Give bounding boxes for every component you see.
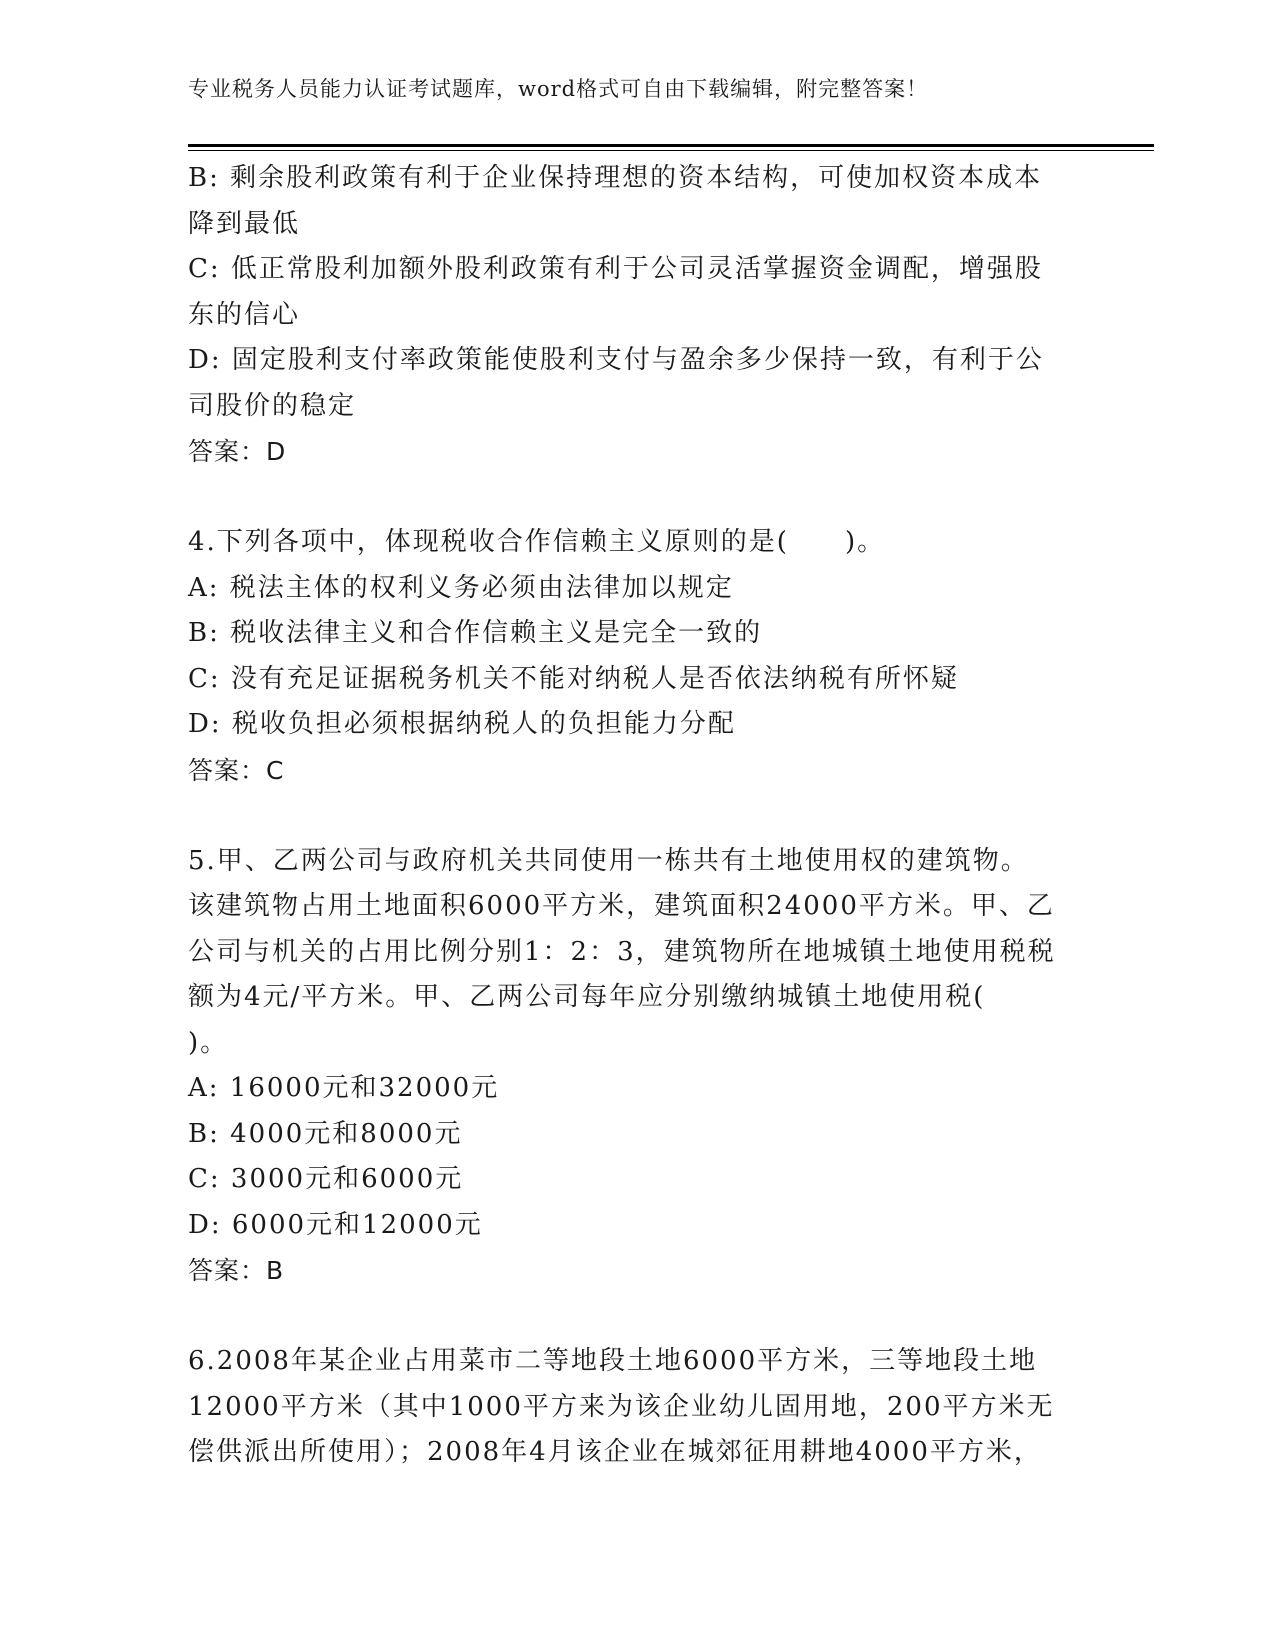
q5-option-a: A: 16000元和32000元 <box>188 1073 500 1103</box>
q4-stem: 4.下列各项中，体现税收合作信赖主义原则的是( )。 <box>188 527 886 557</box>
header-rule-thick <box>188 144 1154 147</box>
header-rule-thin <box>188 150 1154 151</box>
q5-stem-line1: 5.甲、乙两公司与政府机关共同使用一栋共有土地使用权的建筑物。 <box>188 845 1029 876</box>
page-header: 专业税务人员能力认证考试题库，word格式可自由下载编辑，附完整答案！ <box>188 77 929 101</box>
q3-answer: 答案：D <box>188 437 287 466</box>
q5-option-b: B: 4000元和8000元 <box>188 1118 463 1149</box>
q6-stem-line2: 12000平方米（其中1000平方来为该企业幼儿固用地，200平方米无 <box>188 1391 1055 1422</box>
q5-stem-line5: )。 <box>188 1027 229 1058</box>
q4-option-b: B: 税收法律主义和合作信赖主义是完全一致的 <box>188 618 763 648</box>
spacer <box>188 793 1088 839</box>
spacer <box>188 1294 1088 1340</box>
q4-answer: 答案：C <box>188 755 285 785</box>
q3-option-d-line1: D: 固定股利支付率政策能使股利支付与盈余多少保持一致，有利于公 <box>188 345 1044 375</box>
q4-option-a: A: 税法主体的权利义务必须由法律加以规定 <box>188 572 734 603</box>
q3-option-b-line2: 降到最低 <box>188 208 301 239</box>
q6-stem-line3: 偿供派出所使用）；2008年4月该企业在城郊征用耕地4000平方米， <box>188 1437 1042 1467</box>
q3-option-c-line1: C: 低正常股利加额外股利政策有利于公司灵活掌握资金调配，增强股 <box>188 254 1043 284</box>
q6-stem-line1: 6.2008年某企业占用菜市二等地段土地6000平方米，三等地段土地 <box>188 1346 1038 1376</box>
q4-option-d: D: 税收负担必须根据纳税人的负担能力分配 <box>188 709 736 739</box>
q4-option-c: C: 没有充足证据税务机关不能对纳税人是否依法纳税有所怀疑 <box>188 663 959 694</box>
q3-option-d-line2: 司股价的稳定 <box>188 390 357 421</box>
q5-option-c: C: 3000元和6000元 <box>188 1164 464 1194</box>
q3-option-b-line1: B: 剩余股利政策有利于企业保持理想的资本结构，可使加权资本成本 <box>188 163 1043 193</box>
q5-answer: 答案：B <box>188 1256 285 1285</box>
q5-option-d: D: 6000元和12000元 <box>188 1209 483 1240</box>
q5-stem-line2: 该建筑物占用土地面积6000平方米，建筑面积24000平方米。甲、乙 <box>188 891 1055 921</box>
q5-stem-line3: 公司与机关的占用比例分别1：2：3，建筑物所在地城镇土地使用税税 <box>188 936 1056 967</box>
q3-option-c-line2: 东的信心 <box>188 299 301 330</box>
spacer <box>188 475 1088 521</box>
document-body <box>188 156 1088 1476</box>
q5-stem-line4: 额为4元/平方米。甲、乙两公司每年应分别缴纳城镇土地使用税( <box>188 982 986 1012</box>
